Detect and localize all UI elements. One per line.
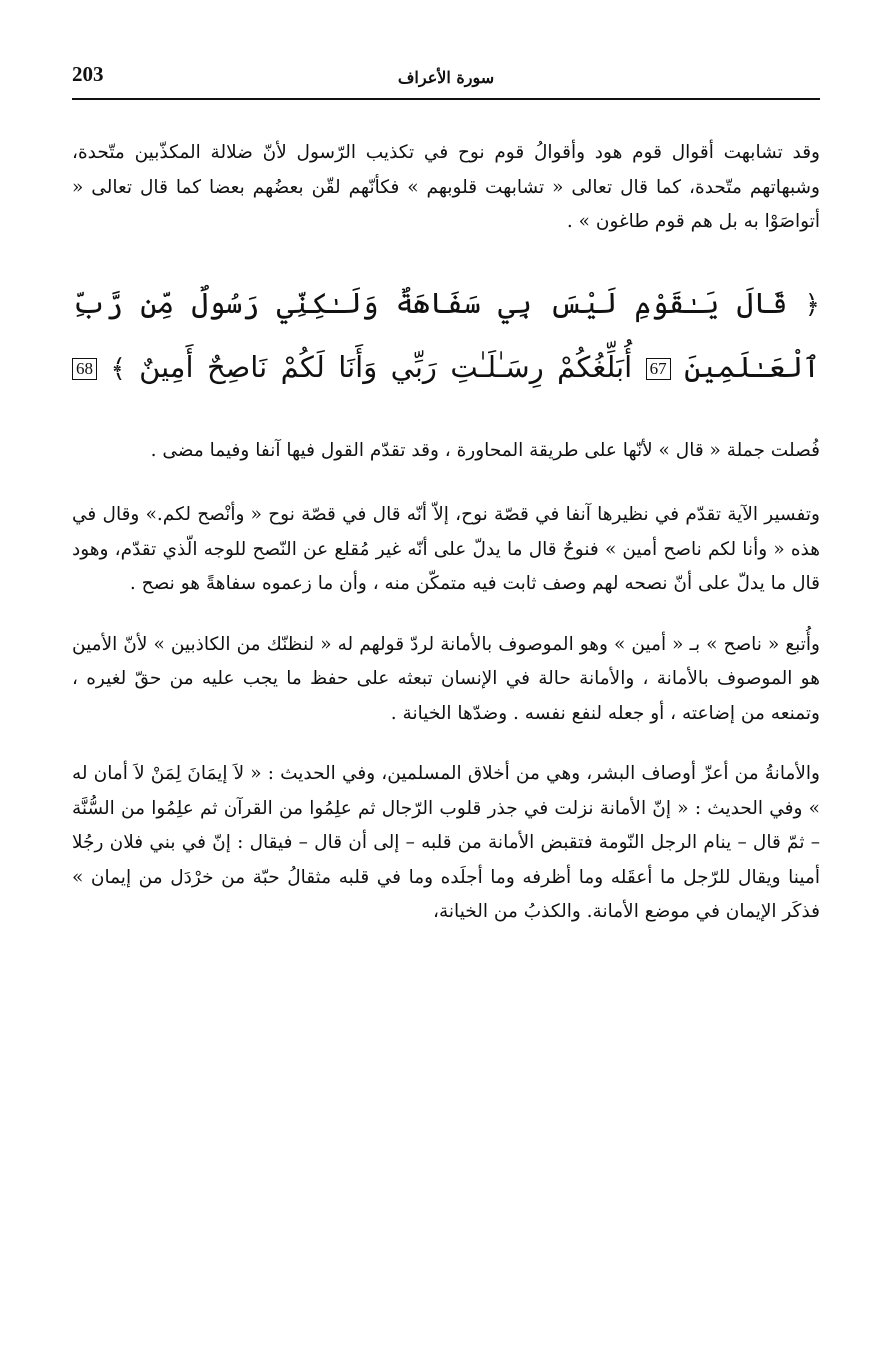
quran-verse: [72, 272, 820, 400]
page-number: 203: [72, 62, 104, 86]
verse-line-2: ٱلْعَـٰلَمِينَ: [684, 349, 820, 384]
page-header: [72, 58, 820, 100]
verse-line-3: أُبَلِّغُكُمْ رِسَـٰلَـٰتِ رَبِّي وَأَنَا لَكُمْ نَاصِحٌ أَمِينٌ: [139, 349, 633, 384]
paragraph-2: فُصلت جملة « قال » لأنّها على طريقة المحاورة ، وقد تقدّم القول فيها آنفا وفيما مضى .: [150, 439, 820, 461]
paragraph-5: والأمانةُ من أعزّ أوصاف البشر، وهي من أخلاق المسلمين، وفي الحديث : « لاَ إيمَانَ لِمَنْ لاَ أمان له » وفي الحديث : « إنّ الأمانة نزلت في جذر قلوب الرّجال ثم علِمُوا من القرآن ثم علِمُوا من السُّنَّة – ثمّ قال – ينام الرجل النّومة فتقبض الأمانة من قلبه – إلى أن قال – فيقال : إنّ في بني فلان رجُلا أمينا ويقال للرّجل ما أعقَله وما أظرفه وما أجلَده وما في قلبه مثقالُ حبّة من خرْدَل من إيمان » فذكَر الإيمان في موضع الأمانة. والكذبُ من الخيانة،: [72, 763, 820, 922]
verse-number-67: 67: [646, 358, 671, 380]
verse-number-68: 68: [72, 358, 97, 380]
paragraph-1: وقد تشابهت أقوال قوم هود وأقوالُ قوم نوح في تكذيب الرّسول لأنّ ضلالة المكذّبين متّحدة، وشبهاتهم متّحدة، كما قال تعالى « تشابهت قلوبهم » فكأنّهم لقّن بعضُهم بعضا كما قال تعالى « أتواصَوْا به بل هم قوم طاغون » .: [72, 142, 820, 232]
verse-line-1: قَالَ يَـٰقَوْمِ لَيْسَ بِي سَفَاهَةٌ وَلَـٰكِنِّي رَسُولٌ مِّن رَّبِّ: [72, 285, 788, 320]
verse-open-mark: ﴿: [804, 289, 821, 320]
paragraph-4: وأُتبع « ناصح » بـ « أمين » وهو الموصوف بالأمانة لردّ قولهم له « لنظنّك من الكاذبين » لأنّ الأمين هو الموصوف بالأمانة ، والأمانة حالة في الإنسان تبعثه على حفظ ما يجب عليه من حقّ لغيره ، وتمنعه من إضاعته ، أو جعله لنفع نفسه . وضدّها الخيانة .: [72, 633, 820, 724]
book-page: [72, 58, 820, 930]
verse-close-mark: ﴾: [110, 353, 126, 384]
paragraph-3: وتفسير الآية تقدّم في نظيرها آنفا في قصّة نوح، إلاّ أنّه قال في قصّة نوح « وأنْصح لكم.» وقال في هذه « وأنا لكم ناصح أمين » فنوحٌ قال ما يدلّ على أنّه غير مُقلع عن النّصح للوجه الّذي تقدّم، وهود قال ما يدلّ على أنّ نصحه لهم وصف ثابت فيه متمكّن منه ، وأن ما زعموه سفاهةً هو نصح .: [72, 504, 820, 594]
running-title: سورة الأعراف: [397, 68, 495, 87]
